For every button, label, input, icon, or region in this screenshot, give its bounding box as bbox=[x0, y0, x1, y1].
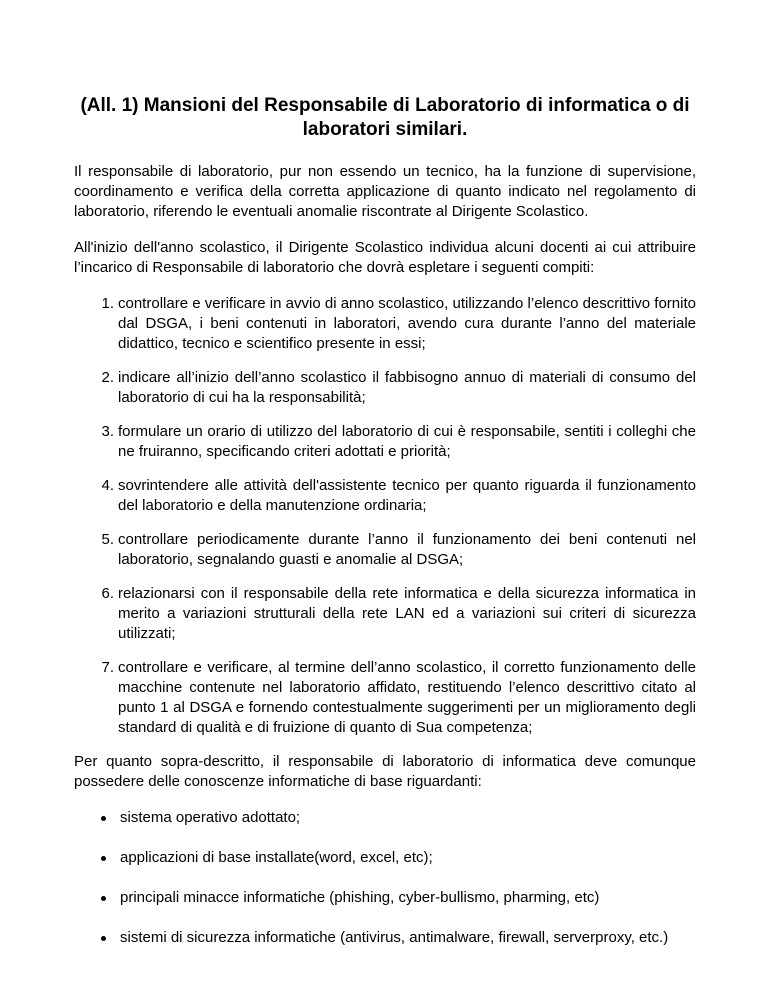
bullet-icon bbox=[74, 848, 120, 868]
task-number: 3. bbox=[101, 423, 114, 440]
task-item bbox=[74, 368, 696, 408]
task-item bbox=[74, 294, 696, 354]
task-number: 2. bbox=[101, 369, 114, 386]
task-item bbox=[74, 422, 696, 462]
task-text: formulare un orario di utilizzo del laboratorio di cui è responsabile, sentiti i colleghi che ne fruiranno, specificando criteri adottati e priorità; bbox=[118, 423, 696, 460]
knowledge-list bbox=[74, 808, 696, 948]
task-text: controllare periodicamente durante l’anno il funzionamento dei beni contenuti nel laboratorio, segnalando guasti e anomalie al DSGA; bbox=[118, 531, 696, 568]
task-number: 6. bbox=[101, 585, 114, 602]
bullet-icon bbox=[74, 928, 120, 948]
tasks-list bbox=[74, 294, 696, 738]
task-text: controllare e verificare in avvio di anno scolastico, utilizzando l’elenco descrittivo fornito dal DSGA, i beni contenuti in laboratori, avendo cura durante l’anno del materiale didattico, tecnico e scientifico presente in essi; bbox=[118, 295, 696, 352]
task-item bbox=[74, 530, 696, 570]
bullet-icon bbox=[74, 808, 120, 828]
intro-paragraph: Il responsabile di laboratorio, pur non essendo un tecnico, ha la funzione di supervisione, coordinamento e verifica della corretta applicazione di quanto indicato nel regolamento di laboratorio, riferendo le eventuali anomalie riscontrate al Dirigente Scolastico. bbox=[74, 163, 696, 220]
task-item bbox=[74, 476, 696, 516]
knowledge-item bbox=[74, 888, 696, 908]
task-number: 4. bbox=[101, 477, 114, 494]
task-item bbox=[74, 658, 696, 738]
knowledge-text: principali minacce informatiche (phishing, cyber-bullismo, pharming, etc) bbox=[120, 889, 600, 906]
knowledge-item bbox=[74, 848, 696, 868]
knowledge-item bbox=[74, 928, 696, 948]
task-text: indicare all’inizio dell’anno scolastico il fabbisogno annuo di materiali di consumo del laboratorio di cui ha la responsabilità; bbox=[118, 369, 696, 406]
document-title: (All. 1) Mansioni del Responsabile di Laboratorio di informatica o di laboratori similari. bbox=[80, 95, 690, 140]
task-number: 7. bbox=[101, 659, 114, 676]
task-text: relazionarsi con il responsabile della rete informatica e della sicurezza informatica in merito a variazioni strutturali della rete LAN ed a variazioni sui criteri di sicurezza utilizzati; bbox=[118, 585, 696, 642]
bullet-icon bbox=[74, 888, 120, 908]
knowledge-paragraph: Per quanto sopra-descritto, il responsabile di laboratorio di informatica deve comunque possedere delle conoscenze informatiche di base riguardanti: bbox=[74, 753, 696, 790]
task-number: 5. bbox=[101, 531, 114, 548]
knowledge-text: sistema operativo adottato; bbox=[120, 809, 301, 826]
knowledge-text: applicazioni di base installate(word, excel, etc); bbox=[120, 849, 433, 866]
knowledge-text: sistemi di sicurezza informatiche (antivirus, antimalware, firewall, serverproxy, etc.) bbox=[120, 929, 669, 946]
task-number: 1. bbox=[101, 295, 114, 312]
assignment-paragraph: All'inizio dell'anno scolastico, il Dirigente Scolastico individua alcuni docenti ai cui attribuire l’incarico di Responsabile di laboratorio che dovrà espletare i seguenti compiti: bbox=[74, 239, 696, 276]
knowledge-item bbox=[74, 808, 696, 828]
task-text: sovrintendere alle attività dell'assistente tecnico per quanto riguarda il funzionamento del laboratorio e della manutenzione ordinaria; bbox=[118, 477, 696, 514]
task-text: controllare e verificare, al termine dell’anno scolastico, il corretto funzionamento delle macchine contenute nel laboratorio affidato, restituendo l’elenco descrittivo citato al punto 1 al DSGA e fornendo contestualmente suggerimenti per un miglioramento degli standard di qualità e di fruizione di quanto di Sua competenza; bbox=[118, 659, 696, 736]
task-item bbox=[74, 584, 696, 644]
